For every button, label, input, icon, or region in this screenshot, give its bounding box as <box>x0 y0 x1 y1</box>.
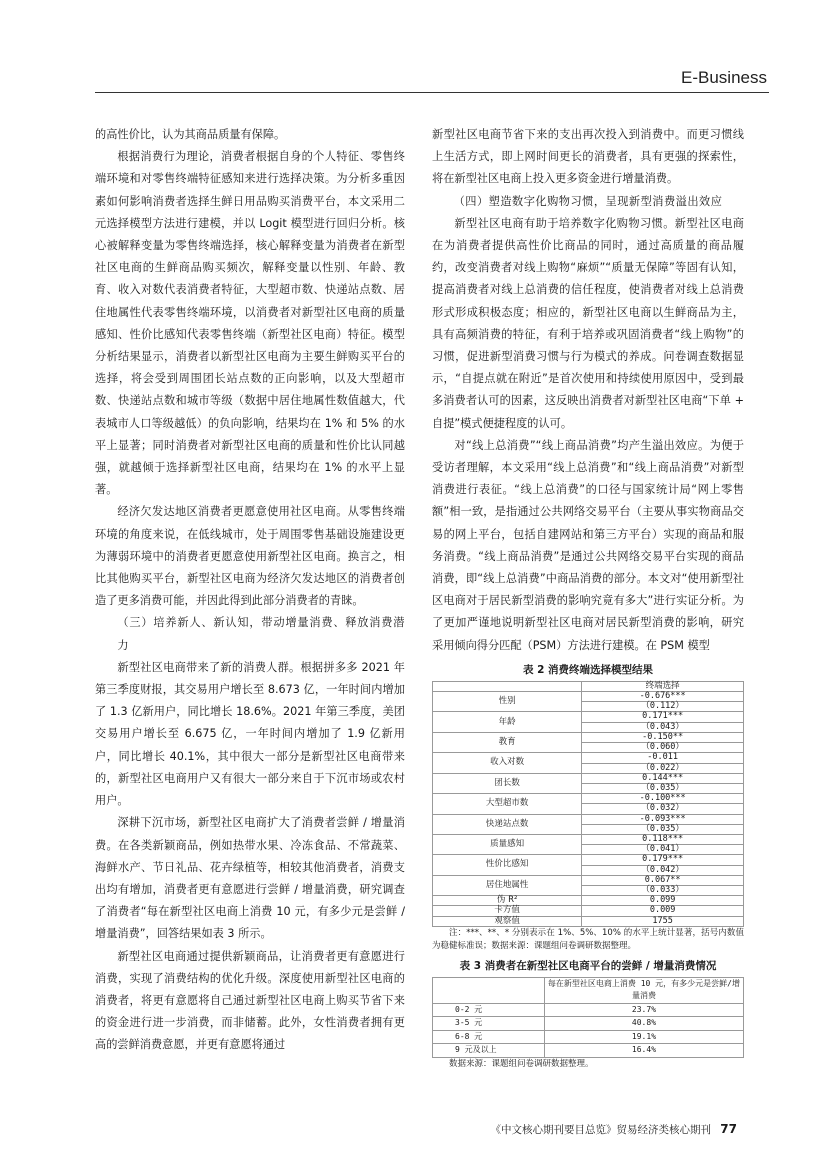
paragraph: 新型社区电商节省下来的支出再次投入到消费中。而更习惯线上生活方式，即上网时间更长的消费者，具有更强的探索性，将在新型社区电商上投入更多资金进行增量消费。 <box>432 128 744 186</box>
table2-se: （0.022） <box>582 763 744 773</box>
table2-stat-label: 观察值 <box>433 916 582 926</box>
table2-coef: -0.150** <box>582 732 744 742</box>
table2-row-label: 快递站点数 <box>433 814 582 834</box>
page-number: 77 <box>720 1122 737 1136</box>
section-heading: （三）培养新人、新认知，带动增量消费、释放消费潜力 <box>117 616 405 652</box>
table2-row-label: 大型超市数 <box>433 794 582 814</box>
table3-note: 数据来源：课题组问卷调研数据整理。 <box>449 1058 594 1069</box>
table2-header: 终端选择 <box>582 681 744 691</box>
table2-se: （0.042） <box>582 865 744 875</box>
table2-se: （0.033） <box>582 885 744 895</box>
table2-se: （0.112） <box>582 702 744 712</box>
table2-row-label: 教育 <box>433 732 582 752</box>
paragraph: 的高性价比，认为其商品质量有保障。 <box>95 128 286 141</box>
table2-note: 注：***、**、* 分别表示在 1%、5%、10% 的水平上统计显著，括号内数值为稳健标准误；数据来源：课题组问卷调研数据整理。 <box>432 927 744 951</box>
table2-se: （0.035） <box>582 824 744 834</box>
table3 <box>432 977 744 1058</box>
table3-value: 19.1% <box>544 1030 743 1044</box>
section-heading: （四）塑造数字化购物习惯，呈现新型消费溢出效应 <box>453 194 723 208</box>
paragraph: 根据消费行为理论，消费者根据自身的个人特征、零售终端环境和对零售终端特征感知来进行选择决策。为分析多重因素如何影响消费者选择生鲜日用品购买消费平台，本文采用二元选择模型方法进行建模，并以 Logit 模型进行回归分析。核心被解释变量为零售终端选择，核心解释变量为消费者在新型社区电商的生鲜商品购买频次，解释变量以性别、年龄、教育、收入对数代表消费者特征，大型超市数、快递站点数、居住地属性代表零售终端环境，以消费者对新型社区电商的质量感知、性价比感知代表零售终端（新型社区电商）特征。模型分析结果显示，消费者以新型社区电商为主要生鲜购买平台的选择，将会受到周围团长站点数的正向影响，以及大型超市数、快递站点数和城市等级（数据中居住地属性数值越大，代表城市人口等级越低）的负向影响，结果均在 1% 和 5% 的水平上显著；同时消费者对新型社区电商的质量和性价比认同越强，就越倾于选择新型社区电商，结果均在 1% 的水平上显著。 <box>95 150 405 497</box>
table2-stat-value: 0.009 <box>582 906 744 916</box>
table2 <box>432 681 744 927</box>
table3-row-label: 9 元及以上 <box>433 1044 545 1058</box>
table3-row-label: 0-2 元 <box>433 1003 545 1017</box>
table2-row-label: 质量感知 <box>433 834 582 854</box>
table2-row-label: 年龄 <box>433 712 582 732</box>
table3-value: 23.7% <box>544 1003 743 1017</box>
table2-row-label: 团长数 <box>433 773 582 793</box>
table2-row-label: 性别 <box>433 692 582 712</box>
page-footer <box>490 1122 737 1137</box>
table2-coef: 0.118*** <box>582 834 744 844</box>
table2-coef: -0.093*** <box>582 814 744 824</box>
table2-se: （0.032） <box>582 804 744 814</box>
paragraph: 深耕下沉市场，新型社区电商扩大了消费者尝鲜 / 增量消费。在各类新颖商品，例如热带水果、冷冻食品、不常蔬菜、海鲜水产、节日礼品、花卉绿植等，相较其他消费者，消费支出均有增加，消费者更有意愿进行尝鲜 / 增量消费，研究调查了消费者“每在新型社区电商上消费 10 元，有多少元是尝鲜 / 增量消费”，回答结果如表 3 所示。 <box>95 816 405 941</box>
table2-coef: 0.067** <box>582 875 744 885</box>
paragraph: 新型社区电商有助于培养数字化购物习惯。新型社区电商在为消费者提供高性价比商品的同时，通过高质量的商品履约，改变消费者对线上购物“麻烦”“质量无保障”等固有认知，提高消费者对线上总消费的信任程度，使消费者对线上总消费形式形成积极态度；相应的，新型社区电商以生鲜商品为主，具有高频消费的特征，有利于培养或巩固消费者“线上购物”的习惯，促进新型消费习惯与行为模式的养成。问卷调查数据显示，“自提点就在附近”是首次使用和持续使用原因中，受到最多消费者认可的因素，这反映出消费者对新型社区电商“下单 + 自提”模式便捷程度的认可。 <box>432 216 744 430</box>
table3-row-label: 3-5 元 <box>433 1017 545 1031</box>
table2-stat-label: 卡方值 <box>433 906 582 916</box>
table2-coef: 0.171*** <box>582 712 744 722</box>
left-column <box>95 124 405 1057</box>
table2-coef: 0.179*** <box>582 855 744 865</box>
table2-coef: -0.676*** <box>582 692 744 702</box>
table2-se: （0.041） <box>582 845 744 855</box>
paragraph: 新型社区电商带来了新的消费人群。根据拼多多 2021 年第三季度财报，其交易用户增长至 8.673 亿，一年时间内增加了 1.3 亿新用户，同比增长 18.6%。2021 年第三季度，美团交易用户增长至 6.675 亿，一年时间内增加了 1.9 亿新用户，同比增长 40.1%，其中很大一部分是新型社区电商带来的，新型社区电商用户又有很大一部分来自于下沉市场或农村用户。 <box>95 660 405 808</box>
table2-se: （0.043） <box>582 722 744 732</box>
footer-text: 《中文核心期刊要目总览》贸易经济类核心期刊 <box>490 1124 711 1136</box>
table3-value: 16.4% <box>544 1044 743 1058</box>
table2-coef: -0.011 <box>582 753 744 763</box>
table2-title: 表 2 消费终端选择模型结果 <box>522 663 654 676</box>
table2-se: （0.035） <box>582 783 744 793</box>
table2-coef: 0.144*** <box>582 773 744 783</box>
header-divider <box>95 92 769 93</box>
table2-stat-label: 伪 R² <box>433 896 582 906</box>
journal-header: E-Business <box>681 68 767 87</box>
paragraph: 对“线上总消费”“线上商品消费”均产生溢出效应。为便于受访者理解，本文采用“线上总消费”和“线上商品消费”对新型消费进行表征。“线上总消费”的口径与国家统计局“网上零售额”相一致，是指通过公共网络交易平台（主要从事实物商品交易的网上平台，包括自建网站和第三方平台）实现的商品和服务消费。“线上商品消费”是通过公共网络交易平台实现的商品消费，即“线上总消费”中商品消费的部分。本文对“使用新型社区电商对于居民新型消费的影响究竟有多大”进行实证分析。为了更加严谨地说明新型社区电商对居民新型消费的影响，研究采用倾向得分匹配（PSM）方法进行建模。在 PSM 模型 <box>432 438 744 652</box>
table2-coef: -0.100*** <box>582 794 744 804</box>
right-column <box>432 124 744 1071</box>
table2-row-label: 收入对数 <box>433 753 582 773</box>
table2-row-label: 性价比感知 <box>433 855 582 875</box>
table3-title: 表 3 消费者在新型社区电商平台的尝鲜 / 增量消费情况 <box>459 959 717 972</box>
table2-row-label: 居住地属性 <box>433 875 582 895</box>
paragraph: 经济欠发达地区消费者更愿意使用社区电商。从零售终端环境的角度来说，在低线城市，处于周围零售基础设施建设更为薄弱环境中的消费者更愿意使用新型社区电商。换言之，相比其他购买平台，新型社区电商为经济欠发达地区的消费者创造了更多消费可能，并因此得到此部分消费者的青睐。 <box>95 505 405 608</box>
table3-header: 每在新型社区电商上消费 10 元，有多少元是尝鲜/增量消费 <box>544 977 743 1003</box>
paragraph: 新型社区电商通过提供新颖商品，让消费者更有意愿进行消费，实现了消费结构的优化升级。深度使用新型社区电商的消费者，将更有意愿将自己通过新型社区电商上购买节省下来的资金进行进一步消费，而非储蓄。此外，女性消费者拥有更高的尝鲜消费意愿，并更有意愿将通过 <box>95 949 405 1052</box>
table2-stat-value: 0.099 <box>582 896 744 906</box>
table2-stat-value: 1755 <box>582 916 744 926</box>
table3-row-label: 6-8 元 <box>433 1030 545 1044</box>
table3-value: 40.8% <box>544 1017 743 1031</box>
table2-se: （0.060） <box>582 743 744 753</box>
